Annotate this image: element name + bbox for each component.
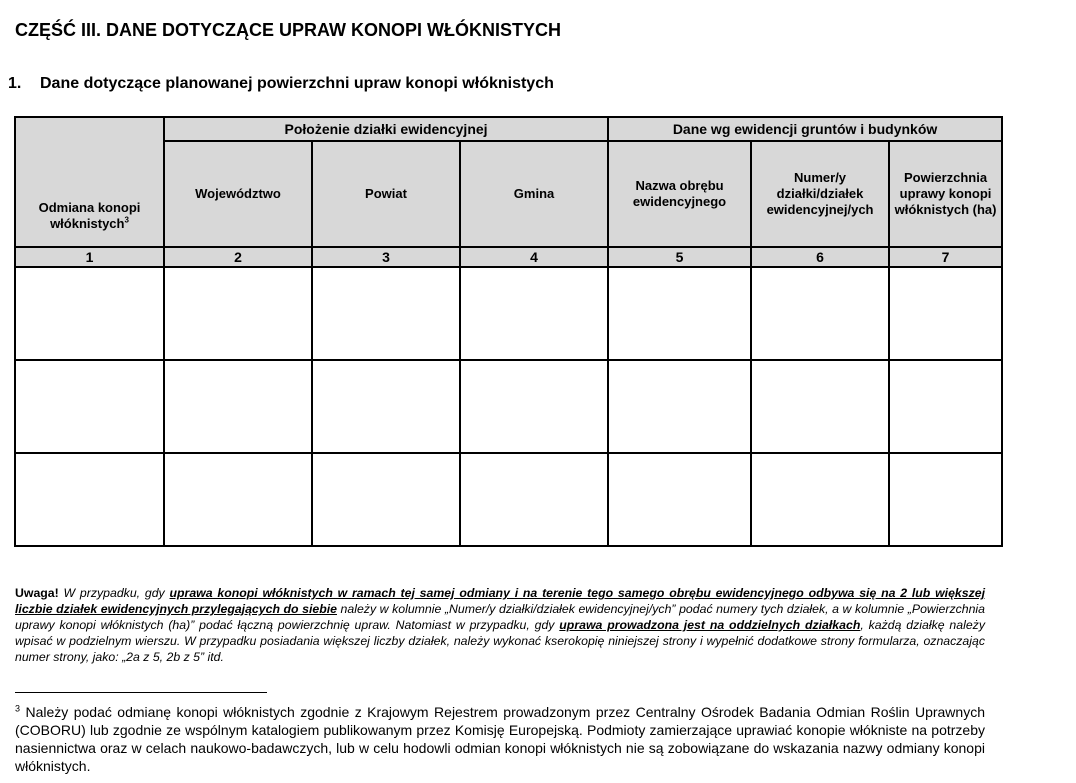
input-cell-county[interactable]	[312, 453, 460, 546]
input-cell-area[interactable]	[889, 360, 1002, 453]
input-cell-commune[interactable]	[460, 360, 608, 453]
column-number: 5	[608, 247, 751, 267]
input-cell-county[interactable]	[312, 267, 460, 360]
input-cell-area[interactable]	[889, 453, 1002, 546]
table-row	[15, 267, 1002, 360]
column-number: 1	[15, 247, 164, 267]
section-number: 1.	[8, 75, 22, 92]
input-cell-voivodeship[interactable]	[164, 453, 312, 546]
input-cell-parcel-numbers[interactable]	[751, 453, 889, 546]
note-text: , każdą działkę należy wpisać w podzielnym wierszu. W przypadku posiadania większej liczby działek, należy wykonać kserokopię niniejszej strony i wypełnić dodatkowe strony formularza, oznaczając numer strony, jako: „2a z 5, 2b z 5” itd.	[15, 618, 985, 664]
input-cell-parcel-numbers[interactable]	[751, 267, 889, 360]
column-header-county: Powiat	[312, 141, 460, 247]
footnote-divider	[15, 692, 267, 693]
input-cell-precinct[interactable]	[608, 360, 751, 453]
column-number: 2	[164, 247, 312, 267]
input-cell-voivodeship[interactable]	[164, 360, 312, 453]
input-cell-precinct[interactable]	[608, 267, 751, 360]
input-cell-commune[interactable]	[460, 453, 608, 546]
column-header-voivodeship: Województwo	[164, 141, 312, 247]
input-cell-parcel-numbers[interactable]	[751, 360, 889, 453]
column-header-parcel-numbers: Numer/y działki/działek ewidencyjnej/ych	[751, 141, 889, 247]
note-emphasis: uprawa prowadzona jest na oddzielnych działkach	[559, 618, 861, 632]
input-cell-area[interactable]	[889, 267, 1002, 360]
note-paragraph	[15, 585, 985, 665]
column-header-commune: Gmina	[460, 141, 608, 247]
group-header-registry: Dane wg ewidencji gruntów i budynków	[608, 117, 1002, 141]
note-emphasis: uprawa konopi włóknistych w ramach tej samej odmiany i na terenie tego samego obrębu ewidencyjnego odbywa się na 2 lub większej liczbie działek ewidencyjnych przylegających do siebie	[15, 586, 985, 616]
footnote-marker: 3	[15, 703, 21, 714]
section-title: Dane dotyczące planowanej powierzchni upraw konopi włóknistych	[40, 75, 554, 92]
page-title: CZĘŚĆ III. DANE DOTYCZĄCE UPRAW KONOPI WŁÓKNISTYCH	[15, 20, 562, 40]
footnote-text: Należy podać odmianę konopi włóknistych zgodnie z Krajowym Rejestrem prowadzonym przez Centralny Ośrodek Badania Odmian Roślin Uprawnych (COBORU) lub zgodnie ze wspólnym katalogiem publikowanym przez Komisję Europejską. Podmioty zamierzające uprawiać konopie włókniste na potrzeby nasiennictwa oraz w celach naukowo-badawczych, lub w celu hodowli odmian konopi włóknistych nie są zobowiązane do wskazania nazwy odmiany konopi włóknistych.	[15, 704, 985, 774]
input-cell-county[interactable]	[312, 360, 460, 453]
column-number: 7	[889, 247, 1002, 267]
table-row	[15, 453, 1002, 546]
table-row	[15, 360, 1002, 453]
input-cell-voivodeship[interactable]	[164, 267, 312, 360]
footnote	[15, 703, 985, 775]
column-header-label: Odmiana konopi włóknistych	[38, 200, 141, 231]
note-text: W przypadku, gdy	[58, 586, 170, 600]
input-cell-variety[interactable]	[15, 360, 164, 453]
note-lead: Uwaga!	[15, 586, 59, 600]
note-text: należy w kolumnie „Numer/y działki/działek ewidencyjnej/ych” podać numery tych działek, a w kolumnie „Powierzchnia uprawy konopi włóknistych (ha)” podać łączną powierzchnię upraw. Natomiast w przypadku, gdy	[15, 602, 985, 632]
input-cell-variety[interactable]	[15, 453, 164, 546]
column-header-area: Powierzchnia uprawy konopi włóknistych (ha)	[889, 141, 1002, 247]
parcels-table	[14, 116, 1003, 547]
input-cell-commune[interactable]	[460, 267, 608, 360]
footnote-ref: 3	[124, 215, 129, 225]
column-number: 4	[460, 247, 608, 267]
column-number: 3	[312, 247, 460, 267]
input-cell-variety[interactable]	[15, 267, 164, 360]
input-cell-precinct[interactable]	[608, 453, 751, 546]
column-header-precinct: Nazwa obrębu ewidencyjnego	[608, 141, 751, 247]
group-header-location: Położenie działki ewidencyjnej	[164, 117, 608, 141]
column-header-variety	[15, 117, 164, 247]
column-number: 6	[751, 247, 889, 267]
